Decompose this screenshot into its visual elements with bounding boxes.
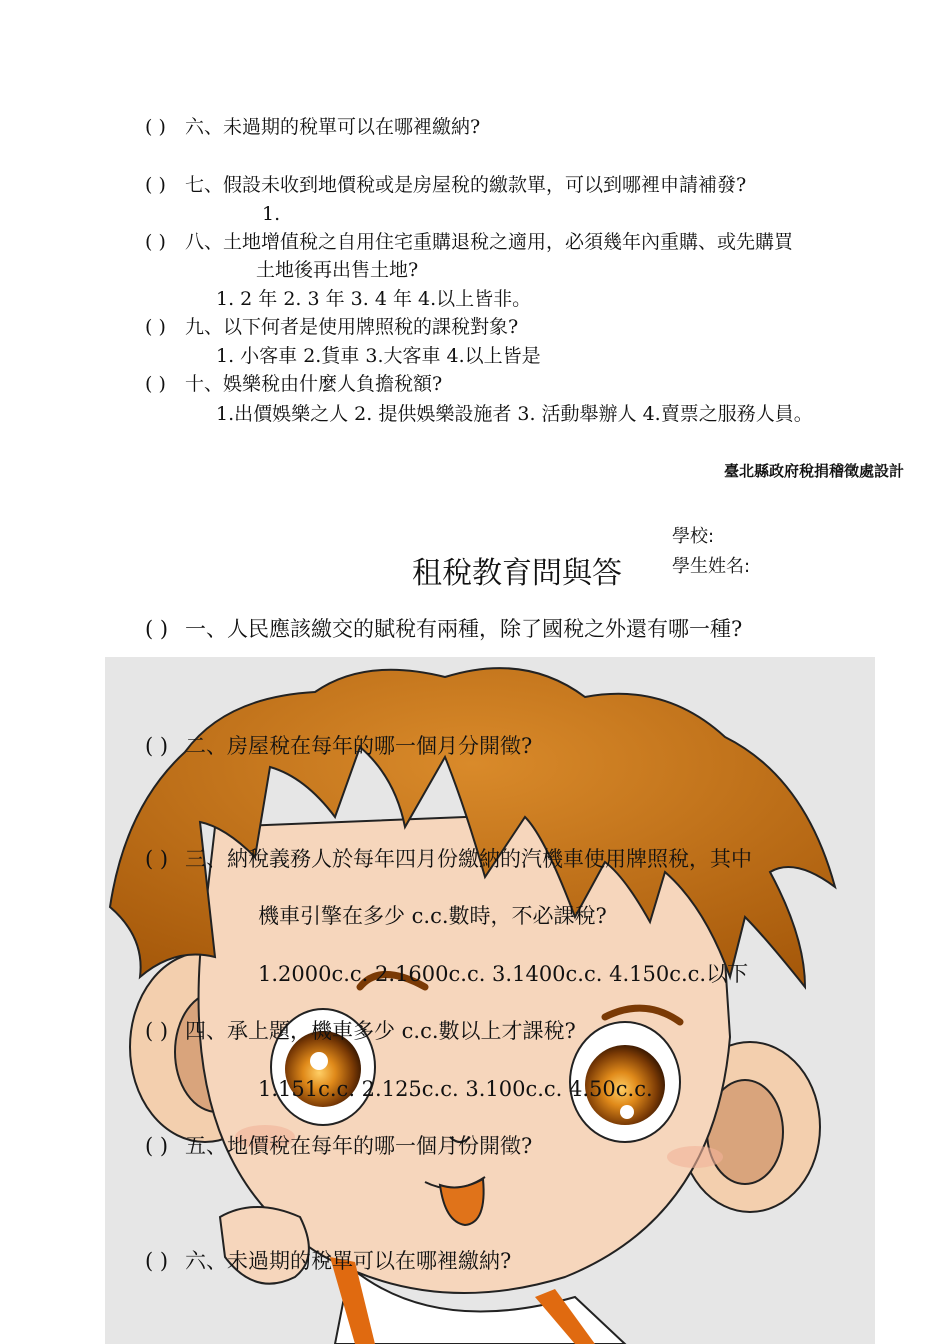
answer-blank[interactable]: ( ) <box>145 847 169 871</box>
question-3-options: 1.2000c.c. 2.1600c.c. 3.1400c.c. 4.150c.c.以下 <box>258 962 749 986</box>
question-5 <box>145 1132 532 1160</box>
question-8 <box>145 230 793 254</box>
question-text: 十、娛樂稅由什麼人負擔稅額? <box>185 373 443 395</box>
answer-blank[interactable]: ( ) <box>145 617 169 641</box>
question-3-continued: 機車引擎在多少 c.c.數時，不必課稅? <box>258 904 607 928</box>
question-1 <box>145 615 742 643</box>
page-title: 租稅教育問與答 <box>412 556 622 591</box>
question-2 <box>145 732 532 760</box>
student-name-label: 學生姓名: <box>672 556 751 577</box>
question-text: 八、土地增值稅之自用住宅重購退稅之適用，必須幾年內重購、或先購買 <box>185 231 794 253</box>
question-text: 三、納稅義務人於每年四月份繳納的汽機車使用牌照稅，其中 <box>185 847 752 871</box>
cartoon-boy-icon <box>105 657 875 1344</box>
question-4-options: 1.151c.c. 2.125c.c. 3.100c.c. 4.50c.c. <box>258 1077 653 1101</box>
question-9-options: 1. 小客車 2.貨車 3.大客車 4.以上皆是 <box>216 345 541 367</box>
question-3 <box>145 845 752 873</box>
question-text: 九、以下何者是使用牌照稅的課稅對象? <box>185 316 519 338</box>
question-6 <box>145 115 480 139</box>
answer-blank[interactable]: ( ) <box>145 734 169 758</box>
question-7 <box>145 173 746 197</box>
question-text: 六、未過期的稅單可以在哪裡繳納? <box>185 116 481 138</box>
question-10-options: 1.出價娛樂之人 2. 提供娛樂設施者 3. 活動舉辦人 4.賣票之服務人員。 <box>216 403 813 425</box>
question-text: 七、假設未收到地價稅或是房屋稅的繳款單，可以到哪裡申請補發? <box>185 174 747 196</box>
answer-blank[interactable]: ( ) <box>145 1249 169 1273</box>
question-8-continued: 土地後再出售土地? <box>256 259 419 281</box>
answer-blank[interactable]: ( ) <box>145 373 166 395</box>
question-9 <box>145 315 518 339</box>
question-6-repeat <box>145 1247 511 1275</box>
answer-blank[interactable]: ( ) <box>145 1019 169 1043</box>
answer-blank[interactable]: ( ) <box>145 231 166 253</box>
question-7-options: 1. <box>262 203 281 225</box>
question-4 <box>145 1017 576 1045</box>
answer-blank[interactable]: ( ) <box>145 316 166 338</box>
answer-blank[interactable]: ( ) <box>145 1134 169 1158</box>
question-10 <box>145 372 442 396</box>
question-text: 五、地價稅在每年的哪一個月份開徵? <box>185 1134 533 1158</box>
question-text: 一、人民應該繳交的賦稅有兩種，除了國稅之外還有哪一種? <box>185 617 743 641</box>
cartoon-boy-illustration <box>105 657 875 1344</box>
question-8-options: 1. 2 年 2. 3 年 3. 4 年 4.以上皆非。 <box>216 288 532 310</box>
question-text: 四、承上題，機車多少 c.c.數以上才課稅? <box>185 1019 576 1043</box>
answer-blank[interactable]: ( ) <box>145 174 166 196</box>
school-label: 學校: <box>672 526 715 547</box>
question-text: 六、未過期的稅單可以在哪裡繳納? <box>185 1249 512 1273</box>
question-text: 二、房屋稅在每年的哪一個月分開徵? <box>185 734 533 758</box>
answer-blank[interactable]: ( ) <box>145 116 166 138</box>
designer-credit: 臺北縣政府稅捐稽徵處設計 <box>723 462 904 480</box>
